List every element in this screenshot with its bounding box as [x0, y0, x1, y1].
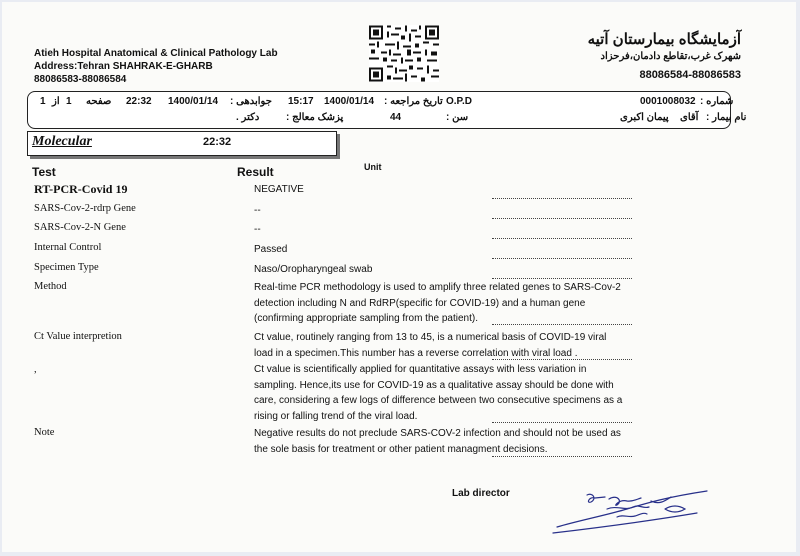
patient-title: آقای [680, 112, 699, 123]
page-of-label: از [52, 96, 60, 107]
address-fa: شهرک غرب،تقاطع دادمان،فرحزاد [600, 51, 741, 62]
page-total: 1 [40, 96, 46, 107]
patient-name: پیمان اکبری [620, 112, 669, 123]
unit-leader [492, 422, 632, 423]
test-name: Internal Control [34, 242, 102, 253]
note-label: Method [34, 281, 67, 292]
unit-leader [492, 258, 632, 259]
referral-time: 15:17 [288, 96, 314, 107]
qr-code [369, 25, 439, 82]
answer-date: 1400/01/14 [168, 96, 219, 107]
address-en: Address:Tehran SHAHRAK-E-GHARB [34, 61, 213, 72]
column-unit: Unit [364, 162, 382, 172]
referral-label: تاریخ مراجعه : [384, 96, 443, 107]
test-name: RT-PCR-Covid 19 [34, 182, 128, 196]
doctor-label: دکتر . [236, 112, 260, 123]
note-label: Note [34, 427, 55, 438]
note-text: Ct value is scientifically applied for quantitative assays with less variation in sampling. Hence,its use for COVID-19 as a qualitative assay should be done with care, considering a few logs of difference between two consecutive specimens as a rising or falling trend of the viral load. [254, 364, 623, 422]
column-test: Test [32, 165, 56, 179]
lab-director-label: Lab director [452, 488, 510, 499]
test-result: Passed [254, 244, 288, 255]
print-time: 22:32 [126, 96, 152, 107]
page-number: 1 [66, 96, 72, 107]
patient-name-label: نام بیمار : [706, 112, 747, 123]
unit-leader [492, 359, 632, 360]
phone-fa: 88086584-88086583 [639, 69, 741, 81]
column-result: Result [237, 165, 274, 179]
unit-leader [492, 198, 632, 199]
note-label: Ct Value interpretion [34, 331, 122, 342]
note-text: Ct value, routinely ranging from 13 to 45, is a numerical basis of COVID-19 viral load in a specimen.This number has a reverse correlation with viral load . [254, 332, 607, 359]
section-title: Molecular [32, 134, 92, 149]
phone-en: 88086583-88086584 [34, 74, 127, 85]
test-name: SARS-Cov-2-N Gene [34, 222, 126, 233]
test-result: -- [254, 205, 261, 216]
report-page [2, 2, 796, 552]
test-result: NEGATIVE [254, 184, 304, 195]
section-time: 22:32 [203, 136, 232, 148]
note-text: Real-time PCR methodology is used to amplify three related genes to SARS-Cov-2 detection including N and RdRP(specific for COVID-19) and a human gene (confirming appropriate sampling from the patient). [254, 282, 621, 324]
answer-label: جوابدهی : [230, 96, 272, 107]
number-value: 0001008032 [640, 96, 696, 107]
lab-name-fa: آزمایشگاه بیمارستان آتیه [587, 31, 741, 48]
note-text: Negative results do not preclude SARS-COV-2 infection and should not be used as the sole basis for treatment or other patient managment decisions. [254, 428, 621, 455]
lab-name-en: Atieh Hospital Anatomical & Clinical Pathology Lab [34, 48, 278, 59]
unit-leader [492, 238, 632, 239]
note-label: , [34, 364, 37, 375]
test-name: Specimen Type [34, 262, 99, 273]
unit-leader [492, 324, 632, 325]
page-label: صفحه [86, 96, 112, 107]
test-name: SARS-Cov-2-rdrp Gene [34, 203, 136, 214]
age-value: 44 [390, 112, 402, 123]
test-result: -- [254, 224, 261, 235]
unit-leader [492, 278, 632, 279]
age-label: سن : [446, 112, 469, 123]
number-label: شماره : [700, 96, 734, 107]
unit-leader [492, 218, 632, 219]
patient-info-box [27, 91, 747, 129]
physician-label: پزشک معالج : [286, 112, 344, 123]
unit-leader [492, 456, 632, 457]
test-result: Naso/Oropharyngeal swab [254, 264, 373, 275]
director-signature-stamp [547, 487, 712, 539]
department: O.P.D [446, 96, 472, 107]
referral-date: 1400/01/14 [324, 96, 375, 107]
section-header [27, 131, 337, 156]
